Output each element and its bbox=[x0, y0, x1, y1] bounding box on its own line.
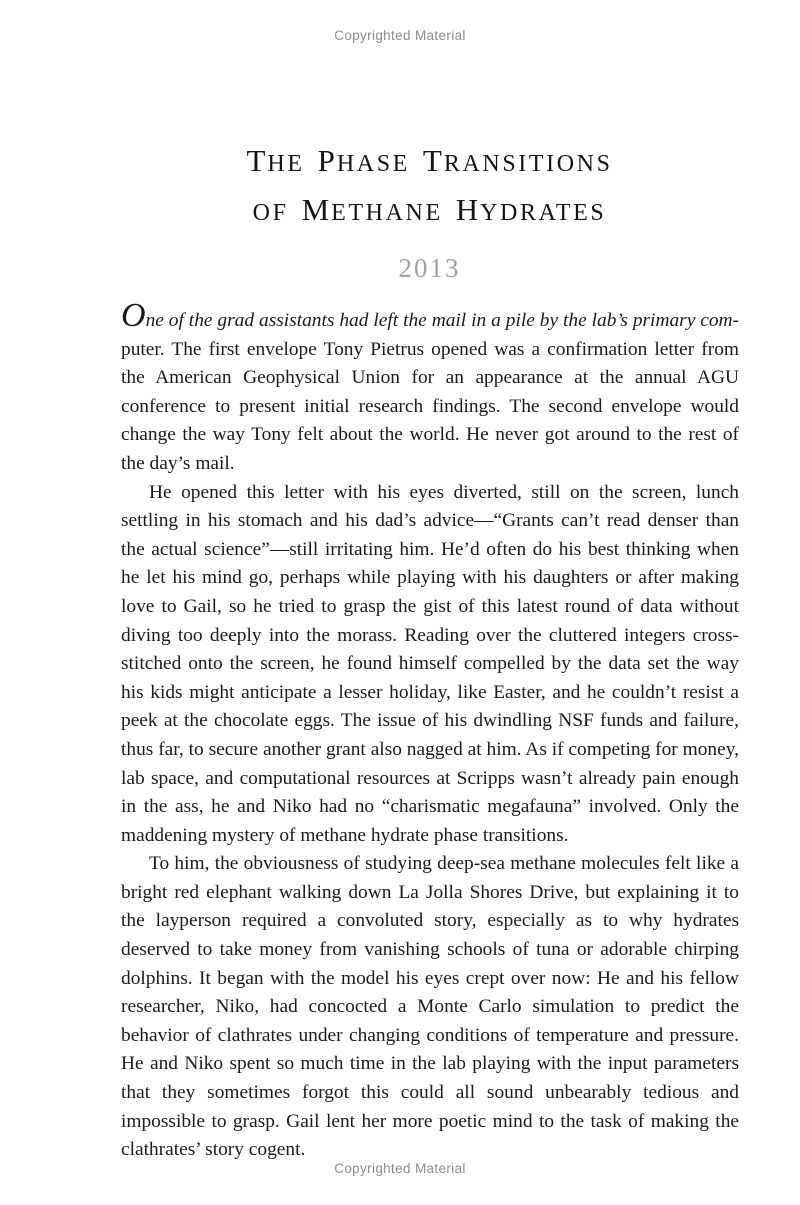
title-word-transitions: TRANSITIONS bbox=[422, 143, 613, 178]
copyright-watermark-bottom: Copyrighted Material bbox=[334, 1161, 466, 1176]
chapter-title bbox=[121, 138, 738, 236]
paragraph-1 bbox=[121, 297, 739, 479]
chapter-title-line-2 bbox=[121, 187, 738, 236]
title-word-hydrates: HYDRATES bbox=[455, 192, 607, 227]
title-word-the: THE bbox=[246, 143, 305, 178]
chapter-title-line-1 bbox=[121, 138, 738, 187]
paragraph-3: To him, the obviousness of studying deep-sea methane molecules felt like a bright red elephant walking down La Jolla Shores Drive, but explaining it to the layperson required a convoluted story, especially as to why hydrates deserved to take money from vanishing schools of tuna or adorable chirping dolphins. It began with the model his eyes crept over now: He and his fellow researcher, Niko, had concocted a Monte Carlo simulation to predict the behavior of clathrates under changing conditions of temperature and pressure. He and Niko spent so much time in the lab playing with the input parameters that they sometimes forgot this could all sound unbearably tedious and impossible to grasp. Gail lent her more poetic mind to the task of making the clathrates’ story cogent. bbox=[121, 853, 739, 1161]
paragraph-1-lead-in: ne of the grad assistants had left the mail in a pile by the lab’s primary com- bbox=[145, 310, 739, 331]
chapter-year: 2013 bbox=[398, 253, 461, 283]
title-word-phase: PHASE bbox=[317, 143, 410, 178]
body-text bbox=[121, 297, 739, 1165]
chapter-heading bbox=[121, 138, 738, 284]
title-word-of: OF bbox=[252, 200, 289, 226]
paragraph-2: He opened this letter with his eyes diverted, still on the screen, lunch settling in his stomach and his dad’s advice—“Grants can’t read denser than the actual science”—still irritating him. He’d often do his best thinking when he let his mind go, perhaps while playing with his daughters or after making love to Gail, so he tried to grasp the gist of this latest round of data without diving too deeply into the morass. Reading over the cluttered integers cross-stitched onto the screen, he found himself compelled by the data set the way his kids might anticipate a lesser holiday, like Easter, and he couldn’t resist a peek at the chocolate eggs. The issue of his dwindling NSF funds and failure, thus far, to secure another grant also nagged at him. As if competing for money, lab space, and computational resources at Scripps wasn’t already pain enough in the ass, he and Niko had no “charismatic megafauna” involved. Only the maddening mystery of methane hydrate phase transitions. bbox=[121, 481, 739, 846]
title-word-methane: METHANE bbox=[301, 192, 443, 227]
drop-cap: O bbox=[121, 297, 146, 334]
paragraph-1-body: puter. The first envelope Tony Pietrus opened was a confirmation letter from the American Geophysical Union for an appearance at the annual AGU conference to present initial research findings. The second envelope would change the way Tony felt about the world. He never got around to the rest of the day’s mail. bbox=[121, 338, 739, 474]
copyright-watermark-top: Copyrighted Material bbox=[334, 28, 466, 43]
